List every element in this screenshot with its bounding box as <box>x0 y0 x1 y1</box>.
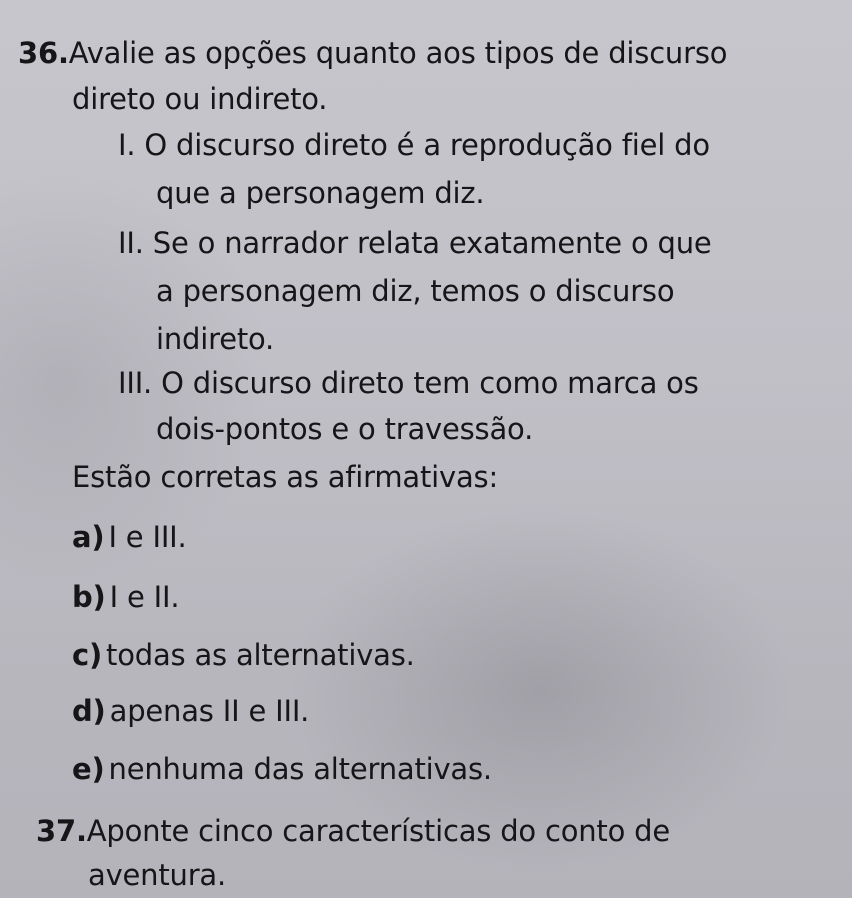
statement-1-line-1 <box>118 128 710 162</box>
option-b-text: I e II. <box>109 580 180 614</box>
statement-1-text: O discurso direto é a reprodução fiel do <box>144 128 710 162</box>
statement-2-numeral: II. <box>118 226 144 260</box>
statement-1-numeral: I. <box>118 128 136 162</box>
question-36-stem-line-1 <box>18 36 727 70</box>
option-e-text: nenhuma das alternativas. <box>108 752 492 786</box>
option-a-letter: a) <box>72 520 105 554</box>
question-36-prompt: Estão corretas as afirmativas: <box>72 460 499 494</box>
statement-2-text: Se o narrador relata exatamente o que <box>152 226 712 260</box>
option-c-text: todas as alternativas. <box>106 638 415 672</box>
statement-3-line-2: dois-pontos e o travessão. <box>156 412 534 446</box>
option-d-letter: d) <box>72 694 106 728</box>
option-b[interactable] <box>72 580 179 614</box>
statement-3-text: O discurso direto tem como marca os <box>161 366 699 400</box>
option-a-text: I e III. <box>108 520 187 554</box>
question-36-stem-line-2: direto ou indireto. <box>72 82 328 116</box>
option-c[interactable] <box>72 638 415 672</box>
statement-2-line-3: indireto. <box>156 322 275 356</box>
option-b-letter: b) <box>72 580 106 614</box>
question-36-number: 36. <box>18 36 69 70</box>
statement-1-line-2: que a personagem diz. <box>156 176 485 210</box>
question-37-stem-line-2: aventura. <box>88 858 227 892</box>
option-d-text: apenas II e III. <box>109 694 310 728</box>
option-d[interactable] <box>72 694 309 728</box>
option-a[interactable] <box>72 520 187 554</box>
option-c-letter: c) <box>72 638 103 672</box>
option-e[interactable] <box>72 752 492 786</box>
statement-3-numeral: III. <box>118 366 153 400</box>
question-37-stem-text: Aponte cinco características do conto de <box>86 814 671 848</box>
statement-2-line-2: a personagem diz, temos o discurso <box>156 274 675 308</box>
question-37-stem-line-1 <box>36 814 670 848</box>
statement-2-line-1 <box>118 226 712 260</box>
option-e-letter: e) <box>72 752 105 786</box>
statement-3-line-1 <box>118 366 699 400</box>
question-36-stem-text: Avalie as opções quanto aos tipos de discurso <box>68 36 728 70</box>
question-37-number: 37. <box>36 814 87 848</box>
